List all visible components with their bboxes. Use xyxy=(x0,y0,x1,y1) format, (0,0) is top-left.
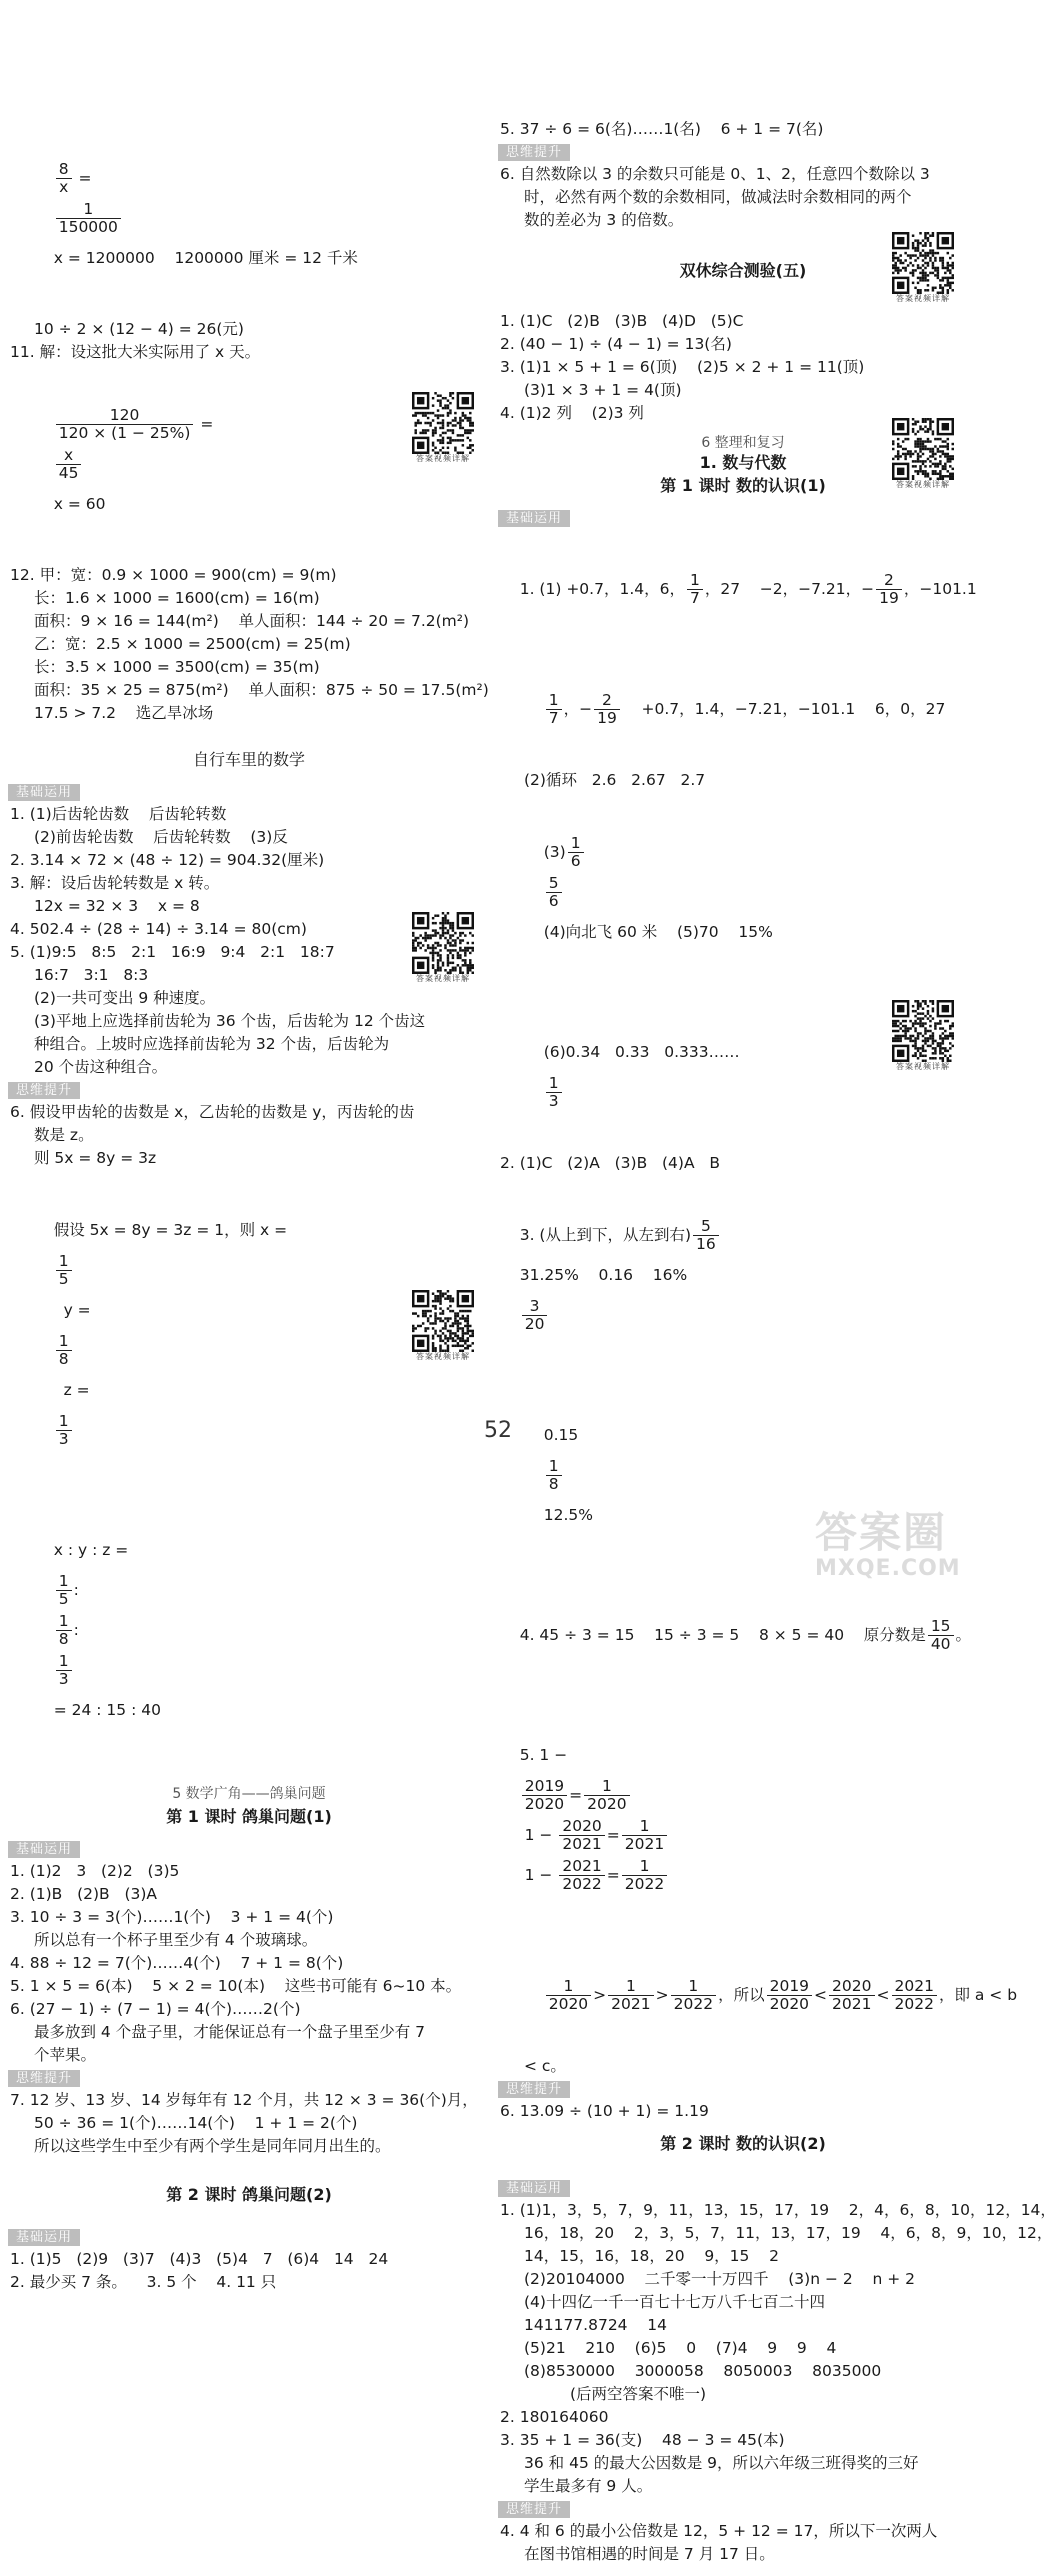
qr-code[interactable]: 答案视频详解 xyxy=(892,232,954,304)
qr-code[interactable]: 答案视频详解 xyxy=(892,418,954,490)
answer-line: 17.5 > 7.2 选乙旱冰场 xyxy=(34,704,214,722)
answer-line: 16:7 3:1 8:3 xyxy=(34,966,149,984)
section-tag: 思维提升 xyxy=(8,1082,80,1099)
answer-line: (3)平地上应选择前齿轮为 36 个齿，后齿轮为 12 个齿这 xyxy=(34,1012,426,1030)
section-tag: 基础运用 xyxy=(498,510,570,527)
section-tag: 思维提升 xyxy=(498,2501,570,2518)
fraction: $\frac{1}{7}$ xyxy=(687,572,703,607)
answer-line: (2)一共可变出 9 种速度。 xyxy=(34,989,216,1007)
answer-line: (3)1 × 3 + 1 = 4(顶) xyxy=(524,381,682,399)
section-tag: 基础运用 xyxy=(8,1841,80,1858)
answer-line: 时，必然有两个数的余数相同，做减法时余数相同的两个 xyxy=(524,188,912,206)
answer-line: (2)20104000 二千零一十万四千 (3)n − 2 n + 2 xyxy=(524,2270,915,2288)
fraction: $\frac{1}{2021}$ xyxy=(608,1978,653,2013)
answer-line: 14，15，16，18，20 9，15 2 xyxy=(524,2247,779,2265)
section-tag: 思维提升 xyxy=(498,144,570,161)
page-number: 52 xyxy=(484,1418,512,1443)
fraction: $\frac{1}{8}$ xyxy=(546,1458,562,1493)
fraction: $\frac{x}{45}$ xyxy=(56,447,82,482)
fraction: $\frac{2020}{2021}$ xyxy=(559,1818,604,1853)
answer-line: (2)循环 2.6 2.67 2.7 xyxy=(524,771,706,789)
unit-title: 5 数学广角——鸽巢问题 xyxy=(172,1786,326,1802)
fraction: $\frac{1}{3}$ xyxy=(56,1653,72,1688)
answer-line: 4. (1)2 列 (2)3 列 xyxy=(500,404,644,422)
fraction: $\frac{1}{3}$ xyxy=(546,1075,562,1110)
answer-line: 种组合。上坡时应选择前齿轮为 32 个齿，后齿轮为 xyxy=(34,1035,390,1053)
fraction: $\frac{5}{6}$ xyxy=(546,875,562,910)
answer-line: 长：1.6 × 1000 = 1600(cm) = 16(m) xyxy=(34,589,320,607)
answer-line: (6)0.34 0.33 0.333…… $\frac{1}{3}$ xyxy=(543,1043,740,1110)
qr-code-icon xyxy=(412,912,474,974)
answer-line: 12x = 32 × 3 x = 8 xyxy=(34,897,200,915)
answer-line: 6. 13.09 ÷ (10 + 1) = 1.19 xyxy=(500,2102,709,2120)
fraction: $\frac{2020}{2021}$ xyxy=(829,1978,874,2013)
answer-line: 学生最多有 9 人。 xyxy=(524,2477,653,2495)
answer-line: 20 个齿这种组合。 xyxy=(34,1058,168,1076)
answer-line: $\frac{1}{7}$ ，− $\frac{2}{19}$ +0.7，1.4，−7.21，−101.1 6，0，27 xyxy=(500,649,986,769)
answer-line: 6. 自然数除以 3 的余数只可能是 0、1、2，任意四个数除以 3 xyxy=(500,165,930,183)
answer-line: 3. 35 + 1 = 36(支) 48 − 3 = 45(本) xyxy=(500,2431,785,2449)
answer-line: 2. (1)B (2)B (3)A xyxy=(10,1885,158,1903)
answer-line: (8)8530000 3000058 8050003 8035000 xyxy=(524,2362,882,2380)
fraction: $\frac{1}{3}$ xyxy=(56,1413,72,1448)
fraction: $\frac{1}{8}$ xyxy=(56,1613,72,1648)
qr-code-icon xyxy=(412,1290,474,1352)
answer-line: 2. 3.14 × 72 × (48 ÷ 12) = 904.32(厘米) xyxy=(10,851,325,869)
fraction: $\frac{1}{2021}$ xyxy=(622,1818,667,1853)
answer-line: 数的差必为 3 的倍数。 xyxy=(524,211,684,229)
lesson-title: 第 2 课时 数的认识(2) xyxy=(660,2134,826,2153)
answer-line: 1. (1)2 3 (2)2 (3)5 xyxy=(10,1862,180,1880)
chapter-title: 6 整理和复习 xyxy=(701,435,785,451)
answer-line: 36 和 45 的最大公因数是 9，所以六年级三班得奖的三好 xyxy=(524,2454,919,2472)
section-tag: 基础运用 xyxy=(498,2180,570,2197)
answer-line: 5. 37 ÷ 6 = 6(名)……1(名) 6 + 1 = 7(名) xyxy=(500,120,824,138)
fraction: $\frac{1}{2020}$ xyxy=(584,1778,629,1813)
qr-code-icon xyxy=(892,418,954,480)
section-title: 双休综合测验(五) xyxy=(679,261,807,280)
answer-line: 面积：9 × 16 = 144(m²) 单人面积：144 ÷ 20 = 7.2(m²) xyxy=(34,612,470,630)
answer-line: 6. 假设甲齿轮的齿数是 x，乙齿轮的齿数是 y，丙齿轮的齿 xyxy=(10,1103,415,1121)
answer-line: $\frac{8}{x}$ = $\frac{1}{150000}$ x = 1200000 1200000 厘米 = 12 千米 xyxy=(53,160,358,267)
answer-line: 数是 z。 xyxy=(34,1126,94,1144)
answer-line: 5. 1 − $\frac{2019}{2020}$ = $\frac{1}{2020}$ 1 − $\frac{2020}{2021}$ = $\frac{1}{2021}$ 1 − $\frac{2021}{2022}$ = $\frac{1}{2022}$ xyxy=(500,1695,986,1935)
section-tag: 基础运用 xyxy=(8,784,80,801)
answer-line: 所以这些学生中至少有两个学生是同年同月出生的。 xyxy=(34,2137,391,2155)
fraction: $\frac{15}{40}$ xyxy=(928,1618,954,1653)
answer-line: 50 ÷ 36 = 1(个)……14(个) 1 + 1 = 2(个) xyxy=(34,2114,358,2132)
section-tag: 基础运用 xyxy=(8,2229,80,2246)
answer-line: 2. 180164060 xyxy=(500,2408,609,2426)
answer-line: 所以总有一个杯子里至少有 4 个玻璃球。 xyxy=(34,1931,318,1949)
answer-line: (3) $\frac{1}{6}$ $\frac{5}{6}$ (4)向北飞 60 米 (5)70 15% xyxy=(543,834,773,941)
fraction: $\frac{1}{2020}$ xyxy=(546,1978,591,2013)
fraction: $\frac{2019}{2020}$ xyxy=(522,1778,567,1813)
watermark-logo: 答案圈 MXQE.COM xyxy=(815,1508,961,1581)
answer-line: 6. (27 − 1) ÷ (7 − 1) = 4(个)……2(个) xyxy=(10,2000,301,2018)
answer-line: 4. 502.4 ÷ (28 ÷ 14) ÷ 3.14 = 80(cm) xyxy=(10,920,307,938)
answer-line: (4)十四亿一千一百七十七万八千七百二十四 xyxy=(524,2293,825,2311)
fraction: $\frac{2019}{2020}$ xyxy=(767,1978,812,2013)
answer-line: 假设 5x = 8y = 3z = 1，则 x = $\frac{1}{5}$ y = $\frac{1}{8}$ z = $\frac{1}{3}$ xyxy=(53,1221,288,1448)
answer-line: 最多放到 4 个盘子里，才能保证总有一个盘子里至少有 7 xyxy=(34,2023,426,2041)
answer-line: 1. (1)5 (2)9 (3)7 (4)3 (5)4 7 (6)4 14 24 xyxy=(10,2250,389,2268)
answer-line: 10 ÷ 2 × (12 − 4) = 26(元) xyxy=(34,320,244,338)
answer-line: < c。 xyxy=(524,2057,566,2075)
lesson-title: 第 2 课时 鸽巢问题(2) xyxy=(166,2185,332,2204)
answer-line: 乙：宽：2.5 × 1000 = 2500(cm) = 25(m) xyxy=(34,635,351,653)
answer-line: 面积：35 × 25 = 875(m²) 单人面积：875 ÷ 50 = 17.5(m²) xyxy=(34,681,489,699)
fraction: $\frac{1}{2022}$ xyxy=(622,1858,667,1893)
answer-line: (2)前齿轮齿数 后齿轮转数 (3)反 xyxy=(34,828,288,846)
answer-line: 1. (1)C (2)B (3)B (4)D (5)C xyxy=(500,312,744,330)
answer-line: $\frac{120}{120 \times (1 - 25\%)}$ = $\frac{x}{45}$ x = 60 xyxy=(53,406,214,513)
section-title: 自行车里的数学 xyxy=(192,750,305,769)
answer-line: $\frac{1}{2020}$ > $\frac{1}{2021}$ > $\frac{1}{2022}$ ，所以 $\frac{2019}{2020}$ < $\frac{2020}{2021}$ < $\frac{2021}{2022}$ ，即 a < b xyxy=(500,1935,986,2055)
answer-line: 3. (1)1 × 5 + 1 = 6(顶) (2)5 × 2 + 1 = 11(顶) xyxy=(500,358,865,376)
column-divider xyxy=(492,118,493,1418)
fraction: $\frac{120}{120 \times (1 - 25\%)}$ xyxy=(56,407,194,442)
qr-code-icon xyxy=(892,232,954,294)
fraction: $\frac{2}{19}$ xyxy=(876,572,902,607)
fraction: $\frac{2}{19}$ xyxy=(594,692,620,727)
qr-code-icon xyxy=(892,1000,954,1062)
answer-line: 7. 12 岁、13 岁、14 岁每年有 12 个月，共 12 × 3 = 36(个)月， xyxy=(10,2091,478,2109)
qr-code-icon xyxy=(412,392,474,454)
fraction: $\frac{1}{150000}$ xyxy=(56,201,121,236)
answer-line: 长：3.5 × 1000 = 3500(cm) = 35(m) xyxy=(34,658,320,676)
fraction: $\frac{1}{7}$ xyxy=(546,692,562,727)
answer-line: (后两空答案不唯一) xyxy=(570,2385,707,2403)
fraction: $\frac{2021}{2022}$ xyxy=(892,1978,937,2013)
answer-line: 1. (1)1，3，5，7，9，11，13，15，17，19 2，4，6，8，10，12，14， xyxy=(500,2201,1056,2219)
answer-line: 则 5x = 8y = 3z xyxy=(34,1149,157,1167)
answer-line: 5. (1)9:5 8:5 2:1 16:9 9:4 2:1 18:7 xyxy=(10,943,335,961)
answer-line: 3. 解：设后齿轮转数是 x 转。 xyxy=(10,874,220,892)
section-tag: 思维提升 xyxy=(8,2070,80,2087)
answer-line: 2. (40 − 1) ÷ (4 − 1) = 13(名) xyxy=(500,335,732,353)
fraction: $\frac{3}{20}$ xyxy=(522,1298,548,1333)
answer-line: 12. 甲：宽：0.9 × 1000 = 900(cm) = 9(m) xyxy=(10,566,337,584)
answer-line: 4. 45 ÷ 3 = 15 15 ÷ 3 = 5 8 × 5 = 40 原分数是 $\frac{15}{40}$ 。 xyxy=(519,1617,972,1653)
answer-line: 11. 解：设这批大米实际用了 x 天。 xyxy=(10,343,261,361)
answer-line: 在图书馆相遇的时间是 7 月 17 日。 xyxy=(524,2545,775,2563)
fraction: $\frac{1}{6}$ xyxy=(568,835,584,870)
answer-line: 3. 10 ÷ 3 = 3(个)……1(个) 3 + 1 = 4(个) xyxy=(10,1908,334,1926)
fraction: $\frac{1}{8}$ xyxy=(56,1333,72,1368)
answer-line: 4. 88 ÷ 12 = 7(个)……4(个) 7 + 1 = 8(个) xyxy=(10,1954,344,1972)
answer-line: 个苹果。 xyxy=(34,2046,97,2064)
subchapter-title: 1. 数与代数 xyxy=(699,453,787,472)
qr-code[interactable]: 答案视频详解 xyxy=(412,1290,474,1362)
answer-line: 5. 1 × 5 = 6(本) 5 × 2 = 10(本) 这些书可能有 6~10 本。 xyxy=(10,1977,462,1995)
answer-line: 3. (从上到下，从左到右) $\frac{5}{16}$ 31.25% 0.16 16% $\frac{3}{20}$ xyxy=(500,1175,986,1375)
answer-line: 16，18，20 2，3，5，7，11，13，17，19 4，6，8，9，10，12， xyxy=(524,2224,1053,2242)
lesson-title: 第 1 课时 鸽巢问题(1) xyxy=(166,1807,332,1826)
answer-line: 4. 4 和 6 的最小公倍数是 12，5 + 12 = 17，所以下一次两人 xyxy=(500,2522,938,2540)
answer-line: 2. 最少买 7 条。 3. 5 个 4. 11 只 xyxy=(10,2273,277,2291)
lesson-title: 第 1 课时 数的认识(1) xyxy=(660,476,826,495)
fraction: $\frac{5}{16}$ xyxy=(693,1218,719,1253)
answer-line: 1. (1) +0.7，1.4，6， $\frac{1}{7}$ ，27 −2，−7.21，− $\frac{2}{19}$ ，−101.1 xyxy=(519,571,977,607)
fraction: $\frac{8}{x}$ xyxy=(56,161,72,196)
qr-code[interactable]: 答案视频详解 xyxy=(412,912,474,984)
fraction: $\frac{1}{5}$ xyxy=(56,1573,72,1608)
qr-code[interactable]: 答案视频详解 xyxy=(412,392,474,464)
answer-line: (5)21 210 (6)5 0 (7)4 9 9 4 xyxy=(524,2339,837,2357)
qr-code[interactable]: 答案视频详解 xyxy=(892,1000,954,1072)
answer-line: 0.15 $\frac{1}{8}$ 12.5% xyxy=(543,1426,593,1524)
answer-line: 1. (1)后齿轮齿数 后齿轮转数 xyxy=(10,805,227,823)
answer-line: x : y : z = $\frac{1}{5}$ : $\frac{1}{8}$ : $\frac{1}{3}$ = 24 : 15 : 40 xyxy=(53,1541,161,1719)
answer-line: 141177.8724 14 xyxy=(524,2316,667,2334)
section-tag: 思维提升 xyxy=(498,2081,570,2098)
fraction: $\frac{2021}{2022}$ xyxy=(559,1858,604,1893)
fraction: $\frac{1}{2022}$ xyxy=(671,1978,716,2013)
answer-line: 2. (1)C (2)A (3)B (4)A B xyxy=(500,1154,720,1172)
fraction: $\frac{1}{5}$ xyxy=(56,1253,72,1288)
